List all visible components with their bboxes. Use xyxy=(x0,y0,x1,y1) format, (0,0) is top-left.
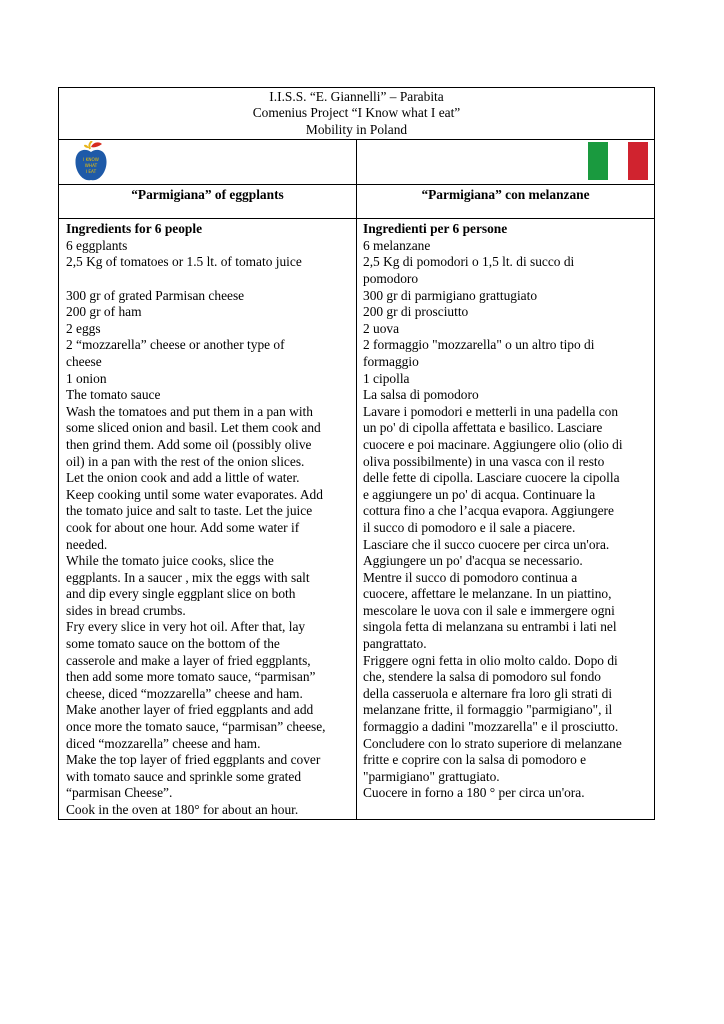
italian-text-line: 2,5 Kg di pomodori o 1,5 lt. di succo di xyxy=(363,254,575,270)
logo-line-3: I EAT xyxy=(85,169,97,175)
english-text-line: eggplants. In a saucer , mix the eggs with salt xyxy=(66,569,310,585)
recipe-body-row xyxy=(59,219,655,819)
recipe-table xyxy=(58,87,655,820)
english-text-line: Ingredients for 6 people xyxy=(66,221,203,237)
italian-text-line: Lavare i pomodori e metterli in una padella con xyxy=(363,403,619,419)
flag-stripe-red xyxy=(628,142,648,180)
italian-title: “Parmigiana” con melanzane xyxy=(357,185,655,219)
english-text-line: cheese xyxy=(66,353,102,369)
logo-cell xyxy=(59,140,357,185)
english-text-line: the tomato juice and salt to taste. Let the juice xyxy=(66,503,313,519)
italian-text-line: Aggiungere un po' d'acqua se necessario. xyxy=(363,553,583,569)
italian-text-line: 2 formaggio "mozzarella" o un altro tipo di xyxy=(363,337,595,353)
english-text-line: cheese, diced “mozzarella” cheese and ham. xyxy=(66,685,303,701)
english-recipe-column xyxy=(59,219,357,819)
english-text-line: Make another layer of fried eggplants and add xyxy=(66,702,314,718)
english-text-line: The tomato sauce xyxy=(66,387,161,403)
italian-text-line: formaggio xyxy=(363,353,419,369)
recipe-document xyxy=(58,87,654,820)
english-text-line: Wash the tomatoes and put them in a pan with xyxy=(66,403,313,419)
school-name: I.I.S.S. “E. Giannelli” – Parabita xyxy=(269,89,444,104)
italian-text-line: Mentre il succo di pomodoro continua a xyxy=(363,569,578,585)
italian-text-line: Cuocere in forno a 180 ° per circa un'ora. xyxy=(363,785,585,801)
italian-flag-icon xyxy=(588,142,648,180)
italian-text-line: che, stendere la salsa di pomodoro sul fondo xyxy=(363,669,601,685)
header-row xyxy=(59,88,655,140)
italian-text-line: cuocere, affettare le melanzane. In un piattino, xyxy=(363,586,612,602)
italian-text-line: mescolare le uova con il sale e immergere ogni xyxy=(363,602,615,618)
logo-row xyxy=(59,140,655,185)
italian-text-line: cuocere e poi macinare. Aggiungere olio (olio di xyxy=(363,436,623,452)
header-cell xyxy=(59,88,655,140)
english-text-line: 2 “mozzarella” cheese or another type of xyxy=(66,337,285,353)
english-text-line: Keep cooking until some water evaporates. Add xyxy=(66,486,323,502)
italian-text-line: melanzane fritte, il formaggio "parmigiano", il xyxy=(363,702,613,718)
english-text-line xyxy=(66,271,353,288)
italian-text-line: 1 cipolla xyxy=(363,370,410,386)
english-text-line: then grind them. Add some oil (possibly olive xyxy=(66,436,312,452)
english-text-line: “parmisan Cheese”. xyxy=(66,785,173,801)
english-text-line: then add some more tomato sauce, “parmisan” xyxy=(66,669,316,685)
english-text-line: sides in bread crumbs. xyxy=(66,602,186,618)
italian-recipe-column xyxy=(357,219,655,819)
english-text-line: some sliced onion and basil. Let them cook and xyxy=(66,420,321,436)
italian-text-line: Ingredienti per 6 persone xyxy=(363,221,508,237)
italian-text-line: pangrattato. xyxy=(363,636,427,652)
flag-stripe-green xyxy=(588,142,608,180)
mobility-label: Mobility in Poland xyxy=(305,121,408,137)
english-text-line: 6 eggplants xyxy=(66,237,128,253)
italian-text-line: delle fette di cipolla. Lasciare cuocere la cipolla xyxy=(363,470,620,486)
italian-text-line: oliva possibilmente) in una vasca con il resto xyxy=(363,453,605,469)
italian-text-line: La salsa di pomodoro xyxy=(363,387,479,403)
english-text-line: once more the tomato sauce, “parmisan” cheese, xyxy=(66,719,326,735)
english-text-line: 1 onion xyxy=(66,370,107,386)
italian-text-line: pomodoro xyxy=(363,271,419,286)
italian-text-line: Lasciare che il succo cuocere per circa un'ora. xyxy=(363,536,610,552)
italian-text-line: cottura fino a che l’acqua evapora. Aggiungere xyxy=(363,503,614,519)
italian-text-line: Friggere ogni fetta in olio molto caldo. Dopo di xyxy=(363,652,618,668)
english-text-line: and dip every single eggplant slice on both xyxy=(66,586,296,602)
italian-text-line: 300 gr di parmigiano grattugiato xyxy=(363,287,538,303)
english-text-line: Cook in the oven at 180° for about an hour. xyxy=(66,802,299,817)
apple-logo-icon xyxy=(74,141,108,183)
english-text-line: Make the top layer of fried eggplants and cover xyxy=(66,752,321,768)
english-text-line: 300 gr of grated Parmisan cheese xyxy=(66,287,245,303)
english-text-line: cook for about one hour. Add some water if xyxy=(66,519,300,535)
italian-text-line: e aggiungere un po' di acqua. Continuare la xyxy=(363,486,596,502)
italian-text-line: singola fetta di melanzana su entrambi i lati nel xyxy=(363,619,617,635)
italian-text-line: Concludere con lo strato superiore di melanzane xyxy=(363,735,622,751)
english-text-line: Let the onion cook and add a little of water. xyxy=(66,470,300,486)
english-text-line: with tomato sauce and sprinkle some grated xyxy=(66,768,302,784)
italian-text-line: un po' di cipolla affettata e basilico. Lasciare xyxy=(363,420,603,436)
english-text-line: Fry every slice in very hot oil. After that, lay xyxy=(66,619,306,635)
italian-text-line: fritte e coprire con la salsa di pomodoro e xyxy=(363,752,587,768)
english-text-line: 200 gr of ham xyxy=(66,304,142,320)
english-text-line: casserole and make a layer of fried eggplants, xyxy=(66,652,311,668)
italian-text-line: "parmigiano" grattugiato. xyxy=(363,768,500,784)
italian-text-line: formaggio a dadini "mozzarella" e il prosciutto. xyxy=(363,719,619,735)
flag-stripe-white xyxy=(608,142,628,180)
english-text-line: While the tomato juice cooks, slice the xyxy=(66,553,274,569)
italian-text-line: della casseruola e alternare fra loro gli strati di xyxy=(363,685,613,701)
english-text-line: needed. xyxy=(66,536,108,552)
english-text-line: diced “mozzarella” cheese and ham. xyxy=(66,735,261,751)
title-row xyxy=(59,185,655,219)
italian-text-line: 200 gr di prosciutto xyxy=(363,304,469,320)
logo-line-1: I KNOW xyxy=(83,157,99,163)
project-name: Comenius Project “I Know what I eat” xyxy=(252,105,461,121)
italian-text-line: 6 melanzane xyxy=(363,237,431,253)
english-title: “Parmigiana” of eggplants xyxy=(59,185,357,219)
english-text-line: 2,5 Kg of tomatoes or 1.5 lt. of tomato juice xyxy=(66,254,302,270)
italian-text-line: il succo di pomodoro e il sale a piacere. xyxy=(363,519,576,535)
english-text-line: some tomato sauce on the bottom of the xyxy=(66,636,280,652)
italian-text-line: 2 uova xyxy=(363,320,400,336)
flag-cell xyxy=(357,140,655,185)
english-text-line: oil) in a pan with the rest of the onion slices. xyxy=(66,453,305,469)
logo-line-2: WHAT xyxy=(84,163,98,169)
english-text-line: 2 eggs xyxy=(66,320,101,336)
